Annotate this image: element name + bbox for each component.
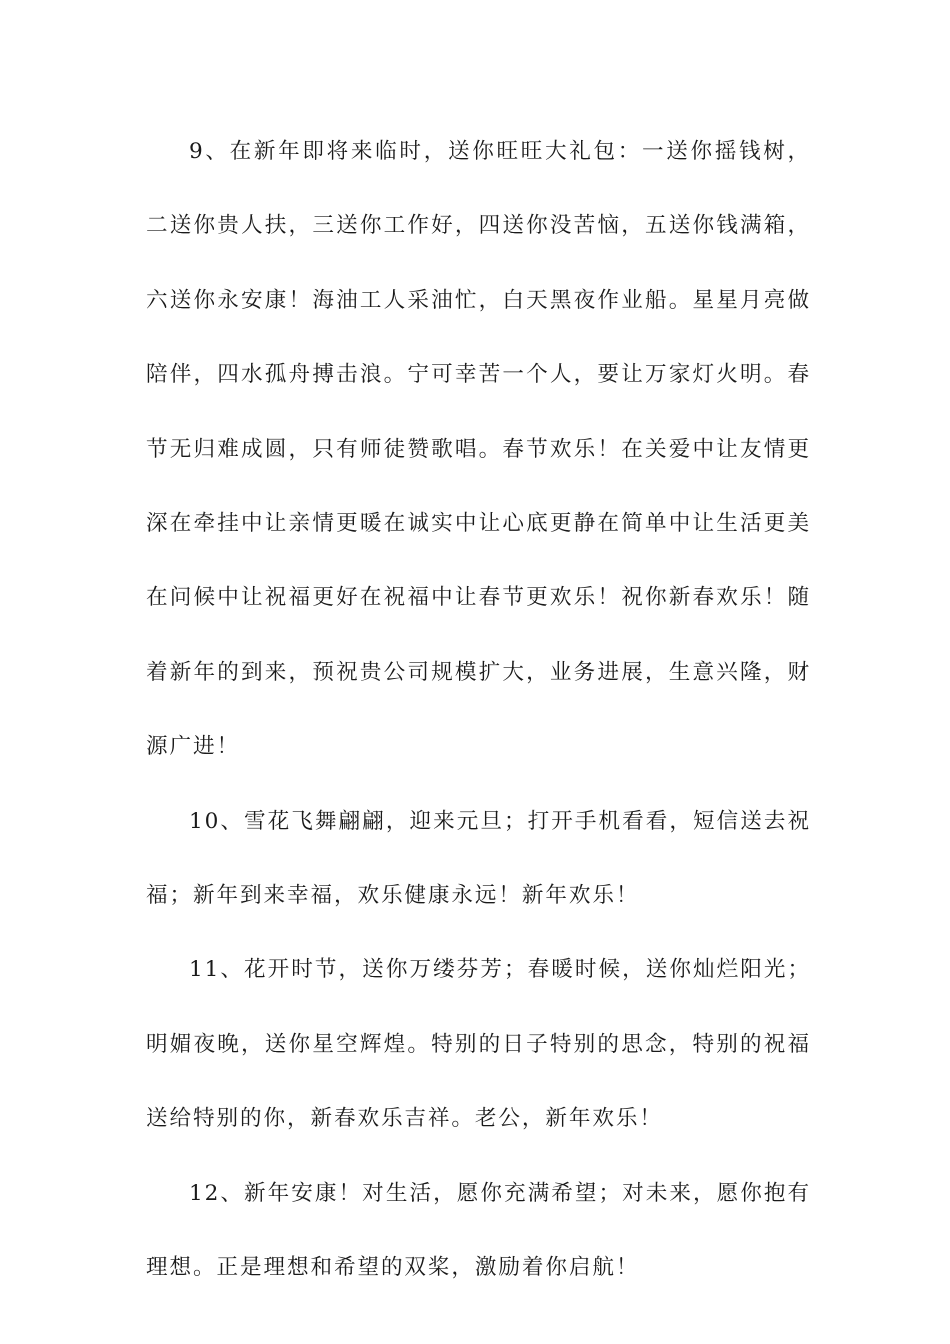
- paragraph-11: 11、花开时节，送你万缕芬芳；春暖时候，送你灿烂阳光；明媚夜晚，送你星空辉煌。特别的日子特别的思念，特别的祝福送给特别的你，新春欢乐吉祥。老公，新年欢乐！: [146, 957, 811, 1132]
- paragraph-10: 10、雪花飞舞翩翩，迎来元旦；打开手机看看，短信送去祝福；新年到来幸福，欢乐健康永远！新年欢乐！: [146, 808, 811, 909]
- paragraph-12: 12、新年安康！对生活，愿你充满希望；对未来，愿你抱有理想。正是理想和希望的双桨，激励着你启航！: [146, 1180, 811, 1281]
- document-body: [146, 115, 811, 1306]
- paragraph-9: 9、在新年即将来临时，送你旺旺大礼包：一送你摇钱树，二送你贵人扶，三送你工作好，四送你没苦恼，五送你钱满箱，六送你永安康！海油工人采油忙，白天黑夜作业船。星星月亮做陪伴，四水孤舟搏击浪。宁可幸苦一个人，要让万家灯火明。春节无归难成圆，只有师徒赞歌唱。春节欢乐！在关爱中让友情更深在牵挂中让亲情更暖在诚实中让心底更静在简单中让生活更美在问候中让祝福更好在祝福中让春节更欢乐！祝你新春欢乐！随着新年的到来，预祝贵公司规模扩大，业务进展，生意兴隆，财源广进！: [146, 139, 811, 760]
